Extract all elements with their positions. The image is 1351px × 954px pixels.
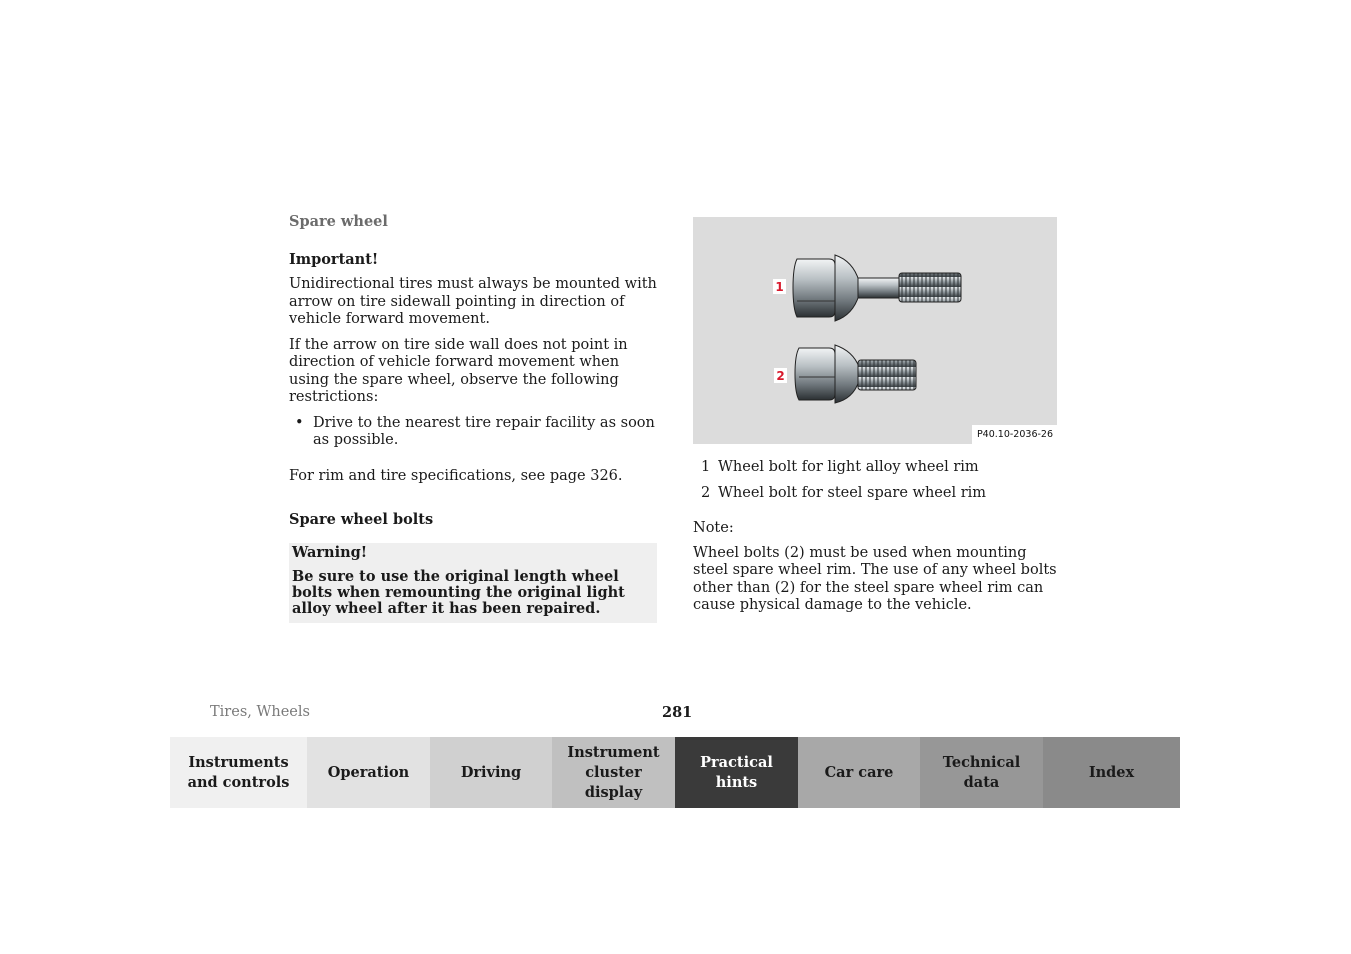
warning-box xyxy=(289,543,657,623)
paragraph-specifications: For rim and tire specifications, see page 326. xyxy=(289,467,623,484)
nav-tab-technical-data[interactable] xyxy=(920,737,1043,808)
nav-tab-instruments-and-controls[interactable] xyxy=(170,737,307,808)
legend-number: 2 xyxy=(701,484,711,501)
callout-2: 2 xyxy=(776,369,785,383)
nav-tab-instrument-cluster-display[interactable] xyxy=(552,737,675,808)
legend-item xyxy=(693,485,1057,503)
wheel-bolts-figure xyxy=(693,217,1057,444)
legend-text: Wheel bolt for light alloy wheel rim xyxy=(718,459,979,475)
legend-text: Wheel bolt for steel spare wheel rim xyxy=(718,484,987,501)
figure-legend xyxy=(693,459,1057,502)
nav-tab-car-care[interactable] xyxy=(798,737,920,808)
right-column xyxy=(693,217,1057,623)
bullet-item xyxy=(289,415,657,450)
legend-number: 1 xyxy=(701,459,711,475)
bolts-heading: Spare wheel bolts xyxy=(289,511,434,528)
note-text: Wheel bolts (2) must be used when mounting steel spare wheel rim. The use of any wheel bolts other than (2) for the steel spare wheel rim can cause physical damage to the vehicle. xyxy=(693,544,1057,613)
bolt-2-icon xyxy=(795,345,916,403)
nav-tab-label: Driving xyxy=(460,763,522,781)
page-number: 281 xyxy=(662,704,693,721)
section-title: Spare wheel xyxy=(289,213,388,230)
callout-1: 1 xyxy=(775,280,784,294)
nav-tab-label: Practical hints xyxy=(700,753,773,791)
paragraph-unidirectional: Unidirectional tires must always be mounted with arrow on tire sidewall pointing in direction of vehicle forward movement. xyxy=(289,276,657,327)
nav-tab-label: Car care xyxy=(824,763,894,781)
paragraph-arrow-direction: If the arrow on tire side wall does not point in direction of vehicle forward movement when using the spare wheel, observe the following restrictions: xyxy=(289,336,628,405)
nav-tab-label: Operation xyxy=(327,763,410,781)
nav-tab-label: Instruments and controls xyxy=(187,753,290,791)
important-heading: Important! xyxy=(289,250,379,268)
chapter-navigation xyxy=(170,737,1180,808)
nav-tab-label: Instrument cluster display xyxy=(567,743,660,801)
bolt-1-icon xyxy=(793,255,961,321)
warning-title: Warning! xyxy=(292,543,368,561)
footer-section-title: Tires, Wheels xyxy=(210,704,310,720)
figure-id: P40.10-2036-26 xyxy=(972,425,1057,445)
nav-tab-driving[interactable] xyxy=(430,737,552,808)
nav-tab-index[interactable] xyxy=(1043,737,1180,808)
bullet-text: Drive to the nearest tire repair facility as soon as possible. xyxy=(313,414,655,448)
note-label: Note: xyxy=(693,520,734,536)
nav-tab-operation[interactable] xyxy=(307,737,430,808)
legend-item xyxy=(693,459,1057,477)
nav-tab-practical-hints[interactable] xyxy=(675,737,798,808)
left-column xyxy=(289,213,657,623)
nav-tab-label: Index xyxy=(1088,763,1135,781)
warning-text: Be sure to use the original length wheel bolts when remounting the original light alloy wheel after it has been repaired. xyxy=(292,567,625,617)
bullet-dot: • xyxy=(295,414,304,431)
wheel-bolts-illustration xyxy=(693,217,1057,444)
nav-tab-label: Technical data xyxy=(942,753,1021,791)
